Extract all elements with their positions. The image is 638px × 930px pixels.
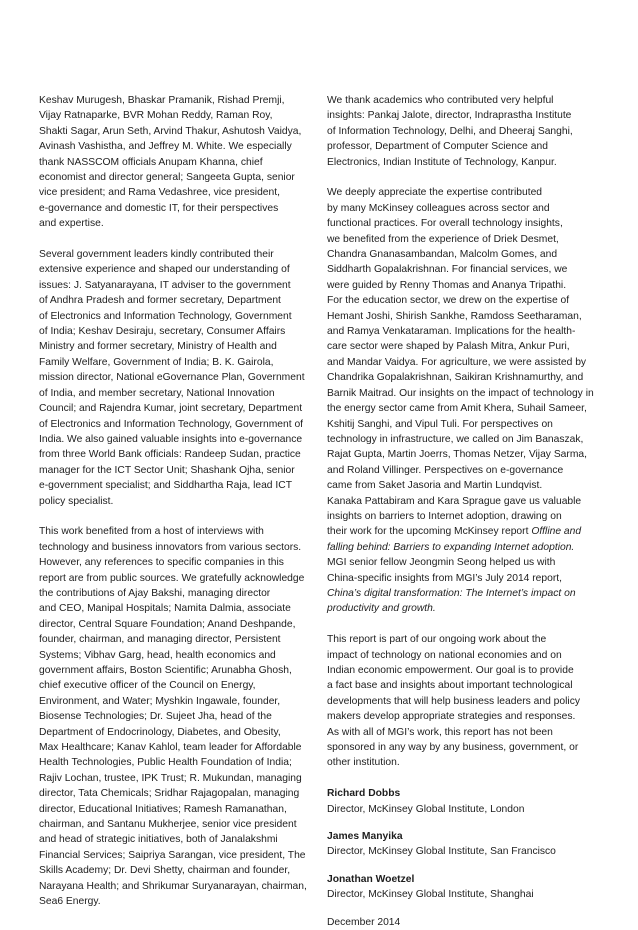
right-column: [327, 93, 613, 930]
text-line: technology and business innovators from various sectors.: [39, 541, 302, 553]
text-line: and Roland Villinger. Perspectives on e-governance: [327, 464, 564, 476]
text-line: chief executive officer of the Council on Energy,: [39, 680, 256, 692]
left-paragraphs: [39, 93, 313, 910]
text-line: care sector were shaped by Palash Mitra, Ankur Puri,: [327, 341, 570, 353]
text-line: e-governance and domestic IT, for their perspectives: [39, 202, 279, 214]
china-report-title-part2: productivity and growth.: [327, 603, 436, 615]
signatory-title: Director, McKinsey Global Institute, London: [327, 803, 525, 815]
text-line: Sea6 Energy.: [39, 896, 101, 908]
china-report-line: China-specific insights from MGI’s July 2014 report,: [327, 572, 563, 584]
text-line: policy specialist.: [39, 495, 114, 507]
text-line: director, Central Square Foundation; Anand Deshpande,: [39, 618, 296, 630]
text-line: e-government specialist; and Siddhartha Raja, lead ICT: [39, 480, 292, 492]
text-line: However, any references to specific companies in this: [39, 557, 284, 569]
text-line: Chandra Gnanasambandan, Malcolm Gomes, and: [327, 249, 558, 261]
text-line: manager for the ICT Sector Unit; Shashank Ojha, senior: [39, 464, 295, 476]
signatory-title: Director, McKinsey Global Institute, San Francisco: [327, 846, 556, 858]
text-line: Narayana Health; and Shrikumar Suryanarayan, chairman,: [39, 880, 307, 892]
academics-paragraph: [327, 93, 613, 170]
text-line: and head of strategic initiatives, both of Janalakshmi: [39, 834, 278, 846]
signature-block: [327, 829, 613, 860]
text-line: makers develop appropriate strategies and responses.: [327, 711, 576, 723]
signature-block: [327, 786, 613, 817]
text-line: other institution.: [327, 757, 400, 769]
report-title-part1: Offline and: [531, 526, 582, 538]
text-line: This work benefited from a host of interviews with: [39, 526, 264, 538]
text-line: Health Technologies, Public Health Foundation of India;: [39, 757, 292, 769]
left-paragraph: [39, 93, 313, 232]
text-line: Indian economic empowerment. Our goal is to provide: [327, 665, 574, 676]
text-line: from three World Bank officials: Randeep Sudan, practice: [39, 449, 301, 461]
text-line: Rajat Gupta, Martin Joerrs, Thomas Netzer, Vijay Sarma,: [327, 449, 588, 461]
purpose-paragraph: [327, 632, 613, 771]
left-column: [39, 93, 313, 925]
mgi-fellow-line: MGI senior fellow Jeongmin Seong helped us with: [327, 557, 556, 569]
left-paragraph: [39, 247, 313, 509]
text-line: extensive experience and shaped our understanding of: [39, 264, 290, 276]
text-line: were guided by Renny Thomas and Ananya Tripathi.: [327, 279, 567, 291]
date-line: December 2014: [327, 916, 401, 928]
text-line: Hemant Joshi, Shirish Sankhe, Ramdoss Seetharaman,: [327, 310, 582, 322]
text-line: government affairs, Boston Scientific; Arunabha Ghosh,: [39, 665, 292, 676]
text-line: For the education sector, we drew on the expertise of: [327, 295, 570, 307]
text-line: report are from public sources. We gratefully acknowledge: [39, 572, 305, 584]
text-line: Skills Academy; Dr. Devi Shetty, chairman and founder,: [39, 865, 291, 877]
report-title-part2: falling behind: Barriers to expanding Internet adoption.: [327, 541, 575, 553]
text-line: and Ramya Venkataraman. Implications for the health-: [327, 326, 576, 338]
text-line: Biosense Technologies; Dr. Sujeet Jha, head of the: [39, 711, 272, 723]
text-line: As with all of MGI’s work, this report has not been: [327, 726, 553, 738]
text-line: technology in infrastructure, we called on Jim Banaszak,: [327, 433, 584, 445]
text-line: and Mandar Vaidya. For agriculture, we were assisted by: [327, 356, 587, 368]
text-line: vice president; and Rama Vedashree, vice president,: [39, 187, 280, 199]
text-line: Several government leaders kindly contributed their: [39, 249, 274, 261]
text-line: Keshav Murugesh, Bhaskar Pramanik, Rishad Premji,: [39, 95, 285, 106]
text-line: mission director, National eGovernance Plan, Government: [39, 372, 305, 384]
text-line: Kanaka Pattabiram and Kara Sprague gave us valuable: [327, 495, 582, 507]
left-paragraph: [39, 524, 313, 909]
text-line: the energy sector came from Amit Khera, Suhail Sameer,: [327, 403, 587, 415]
text-line: Family Welfare, Government of India; B. K. Gairola,: [39, 356, 274, 368]
text-line: Rajiv Lochan, trustee, IPK Trust; R. Mukundan, managing: [39, 772, 302, 784]
text-line: came from Saket Jasoria and Martin Lundqvist.: [327, 480, 543, 492]
text-line: a fact base and insights about important technological: [327, 680, 573, 692]
text-line: Max Healthcare; Kanav Kahlol, team leader for Affordable: [39, 742, 302, 754]
text-line: insights on barriers to Internet adoption, drawing on: [327, 510, 562, 522]
china-report-title-part1: China’s digital transformation: The Internet’s impact on: [327, 587, 576, 599]
text-line: Council; and Rajendra Kumar, joint secretary, Department: [39, 403, 303, 415]
text-line: professor, Department of Computer Science and: [327, 141, 548, 153]
signatures: [327, 786, 613, 902]
text-line: Systems; Vibhav Garg, head, health economics and: [39, 649, 276, 661]
signatory-name: Richard Dobbs: [327, 788, 401, 800]
text-line: and expertise.: [39, 218, 104, 230]
text-line: Environment, and Water; Myshkin Ingawale, founder,: [39, 695, 281, 707]
text-line: developments that will help business leaders and policy: [327, 695, 580, 707]
text-line: India. We also gained valuable insights into e-governance: [39, 433, 303, 445]
text-line: and CEO, Manipal Hospitals; Namita Dalmia, associate: [39, 603, 291, 615]
text-line: of Electronics and Information Technology, Government of: [39, 418, 304, 430]
text-line: We deeply appreciate the expertise contributed: [327, 187, 543, 199]
text-line: We thank academics who contributed very helpful: [327, 95, 554, 106]
colleagues-paragraph-lines: [327, 185, 613, 524]
text-line: of India, and member secretary, National Innovation: [39, 387, 275, 399]
text-line: director, Tata Chemicals; Sridhar Rajagopalan, managing: [39, 788, 300, 800]
text-line: Electronics, Indian Institute of Technology, Kanpur.: [327, 156, 557, 168]
text-line: Kshitij Sanghi, and Vipul Tuli. For perspectives on: [327, 418, 553, 430]
text-line: director, Educational Initiatives; Ramesh Ramanathan,: [39, 803, 287, 815]
text-line: Ministry and former secretary, Ministry of Health and: [39, 341, 277, 353]
text-line: of Andhra Pradesh and former secretary, Department: [39, 295, 281, 307]
text-line: of India; Keshav Desiraju, secretary, Consumer Affairs: [39, 326, 286, 338]
signatory-name: Jonathan Woetzel: [327, 873, 415, 885]
text-line: thank NASSCOM officials Anupam Khanna, chief: [39, 156, 263, 168]
text-line: Shakti Sagar, Arun Seth, Arvind Thakur, Ashutosh Vaidya,: [39, 125, 302, 137]
text-line: of Information Technology, Delhi, and Dheeraj Sanghi,: [327, 125, 573, 137]
text-line: Barnik Maitrad. Our insights on the impact of technology in: [327, 387, 594, 399]
text-line: we benefited from the experience of Driek Desmet,: [327, 233, 559, 245]
colleagues-paragraph: [327, 185, 613, 616]
text-line: of Electronics and Information Technology, Government: [39, 310, 292, 322]
text-line: Financial Services; Saipriya Sarangan, vice president, The: [39, 849, 306, 861]
text-line: Department of Endocrinology, Diabetes, and Obesity,: [39, 726, 281, 738]
text-line: founder, chairman, and managing director, Persistent: [39, 634, 281, 646]
text-line: chairman, and Santanu Mukherjee, senior vice president: [39, 819, 297, 831]
text-line: issues: J. Satyanarayana, IT adviser to the government: [39, 279, 291, 291]
text-line: the contributions of Ajay Bakshi, managing director: [39, 587, 271, 599]
signatory-name: James Manyika: [327, 831, 403, 843]
text-line: by many McKinsey colleagues across sector and: [327, 202, 550, 214]
text-line: Chandrika Gopalakrishnan, Saikiran Krishnamurthy, and: [327, 372, 584, 384]
offline-report-line: [327, 524, 613, 539]
text-line: Vijay Ratnaparke, BVR Mohan Reddy, Raman Roy,: [39, 110, 273, 122]
text-line: insights: Pankaj Jalote, director, Indraprastha Institute: [327, 110, 572, 122]
text-line: sponsored in any way by any business, government, or: [327, 742, 579, 754]
text-line: functional practices. For overall technology insights,: [327, 218, 563, 230]
signatory-title: Director, McKinsey Global Institute, Shanghai: [327, 889, 534, 901]
text-line: Avinash Vashistha, and Jeffrey M. White. We especially: [39, 141, 292, 153]
text-line: Siddharth Gopalakrishnan. For financial services, we: [327, 264, 568, 276]
text-line: economist and director general; Sangeeta Gupta, senior: [39, 172, 295, 184]
text-line: impact of technology on national economies and on: [327, 649, 562, 661]
text-line: This report is part of our ongoing work about the: [327, 634, 547, 646]
signature-block: [327, 872, 613, 903]
report-intro-text: their work for the upcoming McKinsey report: [327, 526, 532, 538]
